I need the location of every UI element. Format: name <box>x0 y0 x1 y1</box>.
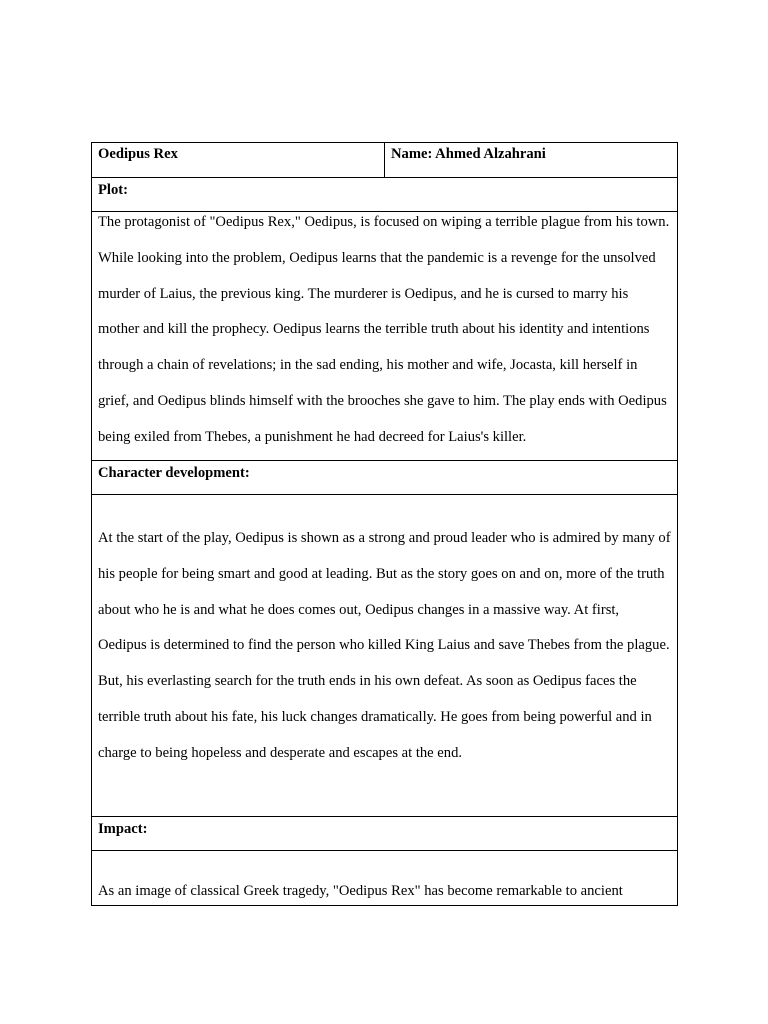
impact-heading-row <box>92 817 678 851</box>
impact-text: As an image of classical Greek tragedy, "Oedipus Rex" has become remarkable to ancient <box>98 883 623 899</box>
header-row <box>92 143 678 178</box>
impact-heading: Impact: <box>92 817 678 851</box>
title-cell: Oedipus Rex <box>92 143 385 178</box>
plot-text: The protagonist of "Oedipus Rex," Oedipus, is focused on wiping a terrible plague from his town. While looking into the problem, Oedipus learns that the pandemic is a revenge for the unsolved murder of Laius, the previous king. The murderer is Oedipus, and he is cursed to marry his mother and kill the prophecy. Oedipus learns the terrible truth about his identity and intentions through a chain of revelations; in the sad ending, his mother and wife, Jocasta, kill herself in grief, and Oedipus blinds himself with the brooches she gave to him. The play ends with Oedipus being exiled from Thebes, a punishment he had decreed for Laius's killer. <box>98 214 670 445</box>
character-heading-row <box>92 461 678 495</box>
impact-body-row <box>92 851 678 906</box>
plot-heading: Plot: <box>92 178 678 212</box>
character-development-text: At the start of the play, Oedipus is shown as a strong and proud leader who is admired by many of his people for being smart and good at leading. But as the story goes on and on, more of the truth about who he is and what he does comes out, Oedipus changes in a massive way. At first, Oedipus is determined to find the person who killed King Laius and save Thebes from the plague. But, his everlasting search for the truth ends in his own defeat. As soon as Oedipus faces the terrible truth about his fate, his luck changes dramatically. He goes from being powerful and in charge to being hopeless and desperate and escapes at the end. <box>98 530 671 761</box>
essay-table <box>91 142 678 906</box>
character-body-row <box>92 495 678 817</box>
character-development-heading: Character development: <box>92 461 678 495</box>
plot-body-row <box>92 212 678 461</box>
author-name-cell: Name: Ahmed Alzahrani <box>385 143 678 178</box>
